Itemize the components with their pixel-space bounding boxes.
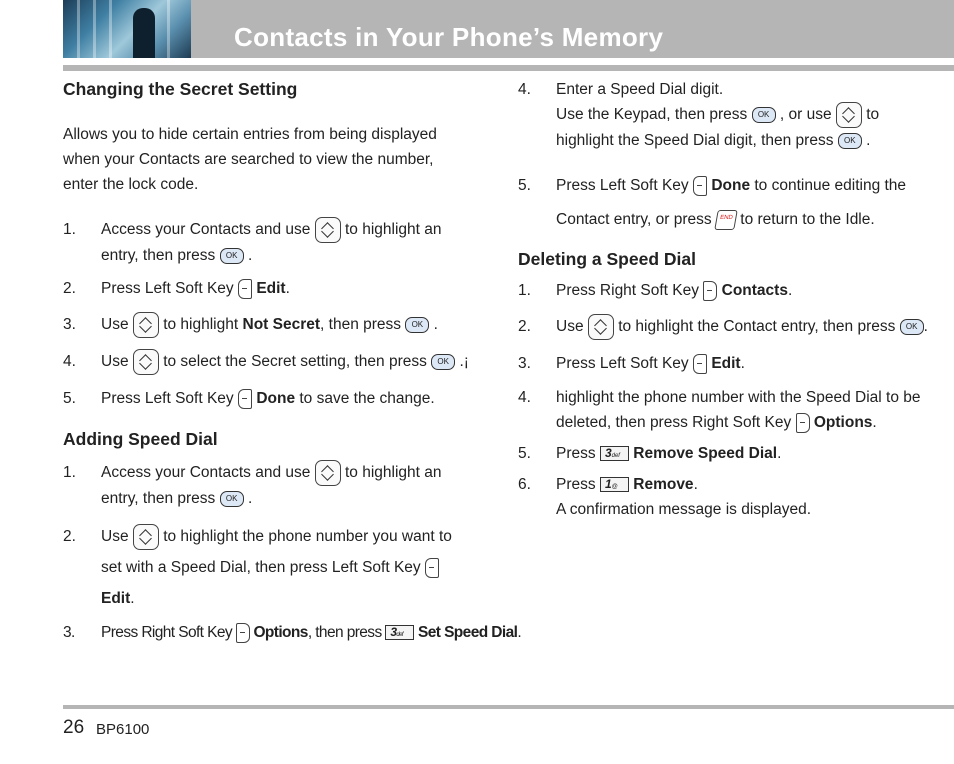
model-name: BP6100 (96, 721, 150, 738)
right-column (518, 77, 928, 522)
list-item: 2. Use to highlight the phone number you want to set with a Speed Dial, then press Left Soft Key Edit. (63, 521, 473, 614)
left-soft-key-icon (238, 279, 252, 299)
navigation-key-icon (133, 349, 159, 375)
list-item: 2. Press Left Soft Key Edit. (63, 280, 290, 297)
list-item: 4. Use to select the Secret setting, then press OK .¡ (63, 349, 473, 375)
right-soft-key-icon (236, 623, 250, 643)
ok-key-icon: OK (900, 319, 924, 335)
list-item: 3. Press Right Soft Key Options, then press 3def Set Speed Dial. (63, 624, 522, 641)
list-item: 3. Use to highlight Not Secret, then press OK . (63, 312, 473, 338)
list-item: 5. Press 3def Remove Speed Dial. (518, 445, 782, 462)
ok-key-icon: OK (405, 317, 429, 333)
deleting-heading: Deleting a Speed Dial (518, 249, 696, 269)
key-3-icon: 3def (600, 446, 629, 461)
list-item: 6. Press 1@ Remove. A confirmation message is displayed. (518, 476, 812, 518)
navigation-key-icon (315, 217, 341, 243)
list-item: 5. Press Left Soft Key Done to continue editing the Contact entry, or press END to return to the Idle. (518, 177, 907, 228)
adding-heading: Adding Speed Dial (63, 429, 218, 449)
list-item: 5. Press Left Soft Key Done to save the change. (63, 390, 435, 407)
footer-rule (63, 705, 954, 709)
header-rule (63, 65, 954, 71)
right-soft-key-icon (703, 281, 717, 301)
ok-key-icon: OK (220, 248, 244, 264)
left-soft-key-icon (238, 389, 252, 409)
secret-heading: Changing the Secret Setting (63, 79, 298, 99)
left-soft-key-icon (693, 354, 707, 374)
list-item: 3. Press Left Soft Key Edit. (518, 355, 745, 372)
ok-key-icon: OK (220, 491, 244, 507)
end-key-icon: END (714, 210, 738, 230)
list-item: 1. Access your Contacts and use to highlight an entry, then press OK . (63, 217, 473, 268)
list-item: 1. Access your Contacts and use to highlight an entry, then press OK . (63, 460, 473, 511)
ok-key-icon: OK (431, 354, 455, 370)
key-1-icon: 1@ (600, 477, 629, 492)
left-column (63, 77, 522, 645)
page-title: Contacts in Your Phone’s Memory (234, 22, 664, 52)
right-soft-key-icon (796, 413, 810, 433)
list-item: 1. Press Right Soft Key Contacts. (518, 282, 793, 299)
navigation-key-icon (315, 460, 341, 486)
ok-key-icon: OK (752, 107, 776, 123)
ok-key-icon: OK (838, 133, 862, 149)
list-item: 4. highlight the phone number with the Speed Dial to be deleted, then press Right Soft Key Options. (518, 389, 921, 431)
navigation-key-icon (133, 312, 159, 338)
list-item: 4. Enter a Speed Dial digit. Use the Keypad, then press OK , or use to highlight the Speed Dial digit, then press OK . (518, 81, 880, 149)
page-number: 26 (63, 717, 85, 738)
navigation-key-icon (836, 102, 862, 128)
list-item: 2. Use to highlight the Contact entry, then press OK . (518, 314, 928, 340)
left-soft-key-icon (693, 176, 707, 196)
navigation-key-icon (588, 314, 614, 340)
secret-intro: Allows you to hide certain entries from being displayed when your Contacts are searched to view the number, enter the lock code. (63, 126, 437, 193)
header-photo (63, 0, 191, 58)
left-soft-key-icon (425, 558, 439, 578)
key-3-icon: 3def (385, 625, 414, 640)
navigation-key-icon (133, 524, 159, 550)
